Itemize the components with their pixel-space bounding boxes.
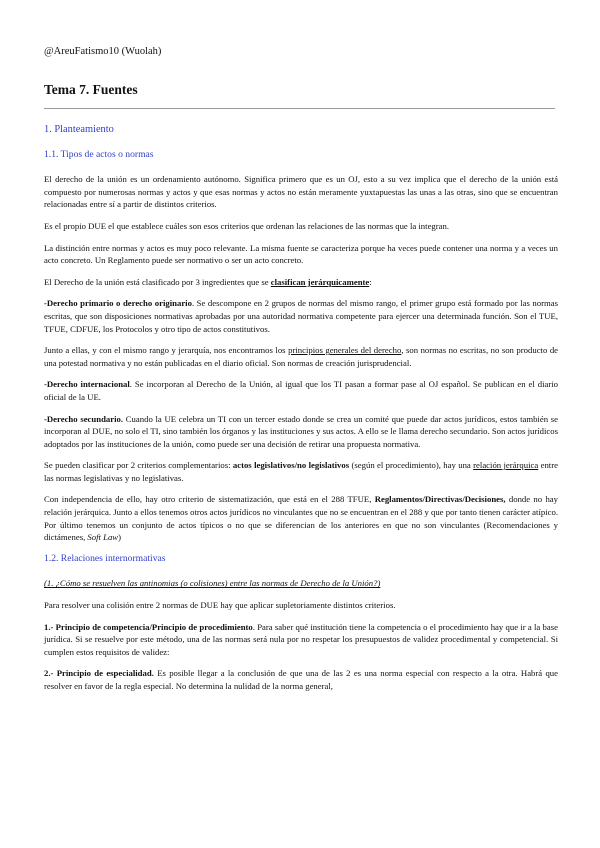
- paragraph: [44, 276, 558, 289]
- text-run: . Se descompone en 2 grupos de normas del mismo rango, el primer grupo está formado por las normas escritas, que son disposiciones normativas aprobadas por una autoridad normativa competente para ejercer una determinada función. Son el TUE, TFUE, CDFUE, los Protocolos y otro tipo de actos constitutivos.: [44, 298, 558, 334]
- term-heading: 2.- Principio de especialidad.: [44, 668, 154, 679]
- emphasis-text: clasifican jerárquicamente: [270, 276, 370, 287]
- paragraph: [44, 667, 558, 692]
- text-run: entre las normas legislativas y no legislativas.: [44, 460, 558, 483]
- paragraph: [44, 344, 558, 369]
- text-run: . Para saber qué institución tiene la competencia o el procedimiento hay que ir a la base jurídica. Si se resuelve por este método, una de las normas será nula por no respetar los presupuestos de validez procedimental y competencial. Si cumplen estos requisitos de validez:: [44, 621, 558, 657]
- paragraph: [44, 378, 558, 403]
- term-heading: -Derecho primario o derecho originario: [44, 298, 192, 309]
- text-run: Con independencia de ello, hay otro criterio de sistematización, que está en el 288 TFUE,: [44, 494, 375, 505]
- text-run: donde no hay relación jerárquica. Junto a ellos tenemos otros actos jurídicos no vinculantes que no se encuentran en el 288 y que por tanto tienen carácter atípico. Por último tenemos un conjunto de actos típicos o no que se diferencian de los anteriores en que no son vinculantes (Recomendaciones y dictámenes,: [44, 494, 558, 543]
- underlined-text: relación jerárquica: [473, 460, 539, 471]
- text-run: Es posible llegar a la conclusión de que una de las 2 es una norma especial con respecto a la otra. Habrá que resolver en favor de la regla especial. No determina la nulidad de la norma general,: [44, 668, 559, 691]
- paragraph: [44, 621, 558, 659]
- term-heading: -Derecho secundario.: [44, 413, 124, 424]
- paragraph: El derecho de la unión es un ordenamiento autónomo. Significa primero que es un OJ, esto a su vez implica que el derecho de la unión está compuesto por numerosas normas y actos y que esas normas y actos no están meramente yuxtapuestas las unas a las otras, sino que se encuentran relacionadas entre sí a partir de distintos criterios.: [44, 174, 558, 210]
- section-heading-planteamiento: 1. Planteamiento: [44, 124, 114, 135]
- text-run: , son normas no escritas, no son producto de una potestad normativa y no están publicadas en el diario oficial. Son normas de creación jurisprudencial.: [44, 345, 559, 368]
- paragraph: [44, 459, 558, 484]
- term-heading: -Derecho internacional: [44, 379, 130, 390]
- title-divider: [44, 108, 555, 109]
- paragraph: Para resolver una colisión entre 2 normas de DUE hay que aplicar supletoriamente distintos criterios.: [44, 600, 396, 611]
- document-body: [44, 124, 558, 702]
- text-run: ): [118, 532, 121, 543]
- emphasis-text: actos legislativos/no legislativos: [232, 460, 350, 471]
- emphasis-text: Reglamentos/Directivas/Decisiones,: [374, 494, 506, 505]
- text-run: Se pueden clasificar por 2 criterios complementarios:: [44, 460, 233, 471]
- text-run: Cuando la UE celebra un TI con un tercer estado donde se crea un comité que puede dar actos jurídicos, estos también se incorporan al DUE, no solo el TI, sino también los órganos y las instituciones y sus actos. A ello se le llama derecho secundario. Son actos jurídicos adoptados por las instituciones de la unión, como puede ser una decisión de retirar una propuesta normativa.: [44, 413, 559, 449]
- italic-text: Soft Law: [87, 532, 119, 543]
- paragraph: Es el propio DUE el que establece cuáles son esos criterios que ordenan las relaciones de las normas que la integran.: [44, 220, 450, 231]
- subsection-heading-relaciones: 1.2. Relaciones internormativas: [44, 552, 166, 564]
- paragraph: [44, 297, 558, 335]
- page-title: Tema 7. Fuentes: [44, 82, 138, 97]
- text-run: El Derecho de la unión está clasificado por 3 ingredientes que se: [44, 276, 271, 287]
- term-heading: 1.- Principio de competencia/Principio de procedimiento: [44, 621, 253, 632]
- paragraph: La distinción entre normas y actos es muy poco relevante. La misma fuente se caracteriza porque ha veces puede contener una norma y a veces un acto concreto. Un Reglamento puede ser normativo o ser un acto concreto.: [44, 242, 558, 266]
- paragraph: [44, 413, 558, 451]
- text-run: . Se incorporan al Derecho de la Unión, al igual que los TI pasan a formar pase al OJ español. Se publican en el diario oficial de la UE.: [44, 379, 558, 402]
- underlined-text: principios generales del derecho: [288, 345, 402, 356]
- question-heading: (1. ¿Cómo se resuelven las antinomias (o colisiones) entre las normas de Derecho de la Unión?): [44, 578, 381, 589]
- subsection-heading-tipos-de-actos: 1.1. Tipos de actos o normas: [44, 148, 154, 160]
- paragraph: [44, 493, 558, 543]
- text-run: (según el procedimiento), hay una: [349, 460, 474, 471]
- author-handle: @AreuFatismo10 (Wuolah): [44, 46, 162, 57]
- text-run: Junto a ellas, y con el mismo rango y jerarquía, nos encontramos los: [44, 345, 289, 356]
- text-run: :: [369, 276, 372, 287]
